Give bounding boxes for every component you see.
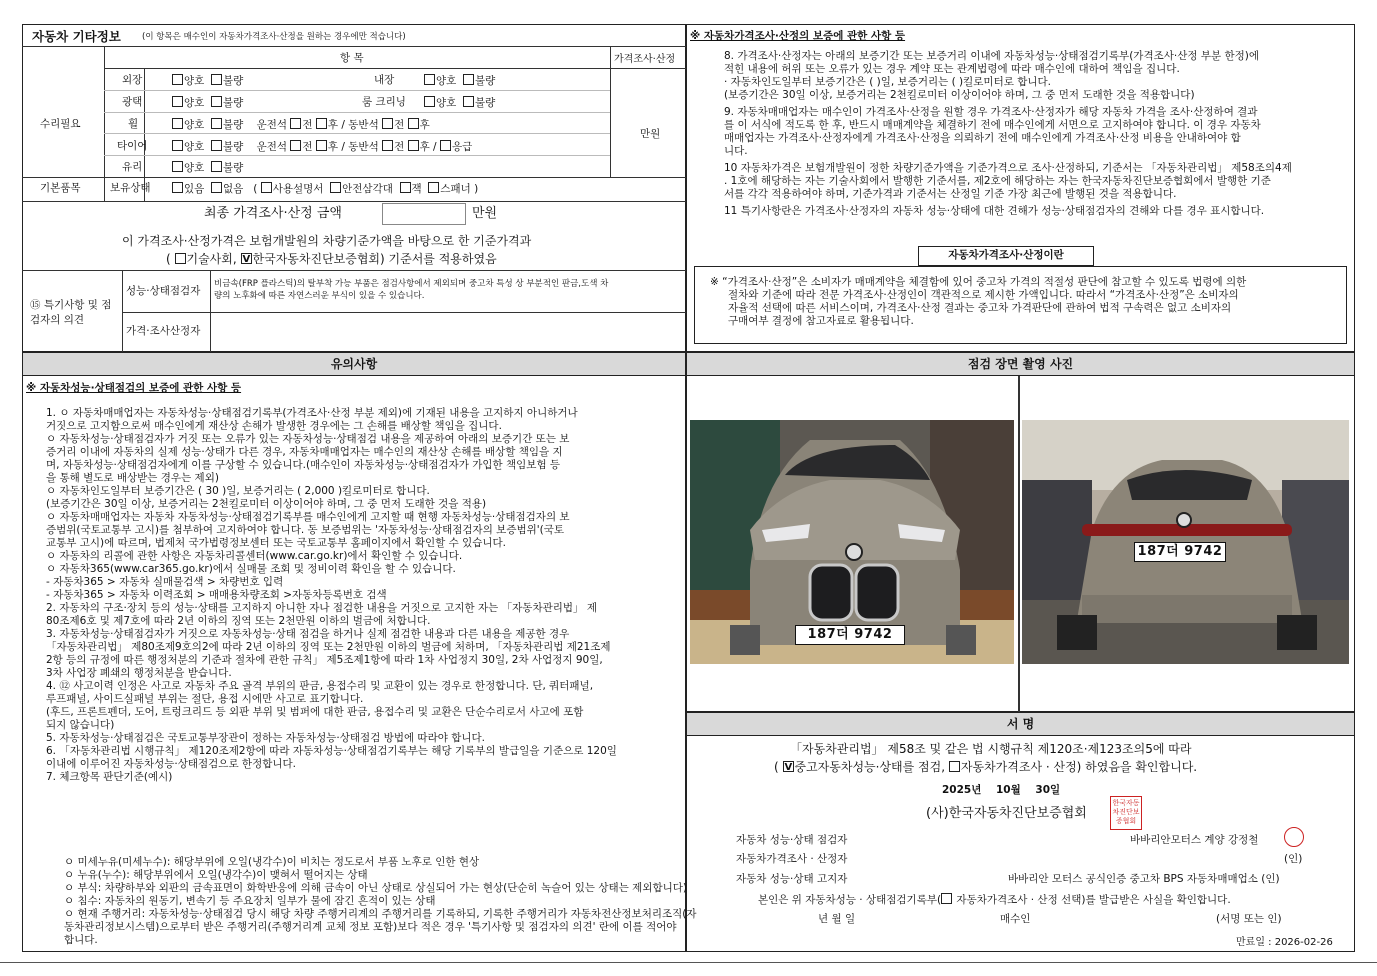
notes-line: - 자동차365 > 자동차 이력조회 > 매매용차량조회 >자동차등록번호 검색 — [46, 589, 387, 601]
glass-bad-checkbox[interactable] — [211, 161, 222, 172]
gloss-good-checkbox[interactable] — [172, 96, 183, 107]
price-item-line: (보증기간은 30일 이상, 보증거리는 2천킬로미터 이상이어야 하며, 그 중 먼저 도래한 것을 적용합니다) — [724, 89, 1195, 101]
price-item-line: 를 이 서식에 적도록 한 후, 반드시 매매계약을 체결하기 전에 매수인에게 서면으로 고지하여야 합니다. 이 경우 자동차 — [724, 119, 1261, 131]
spanner-checkbox[interactable] — [428, 182, 439, 193]
notes-list — [46, 407, 617, 784]
signature-law-line: 「자동차관리법」 제58조 및 같은 법 시행규칙 제120조·제123조의5에 따라 — [790, 742, 1192, 756]
basis-line-1: 이 가격조사·산정가격은 보험개발원의 차량기준가액을 바탕으로 한 기준가격과 — [122, 234, 532, 248]
jack-checkbox[interactable] — [400, 182, 411, 193]
definition-line: ※ “가격조사·산정”은 소비자가 매매계약을 체결함에 있어 중고차 가격의 적절성 판단에 참고할 수 있도록 법령에 의한 — [710, 276, 1247, 288]
price-item-line: 서를 각각 적용하여야 하며, 기준가격과 기준서는 산정일 기준 가장 최근에 발행된 것을 적용합니다. — [724, 188, 1177, 200]
buyer-sign-date: 년 월 일 — [818, 913, 856, 925]
criteria-line: 합니다. — [64, 934, 98, 946]
notes-line: 이내에 이루어진 자동차성능·상태점검으로 한정합니다. — [46, 758, 296, 770]
used-car-inspection-checkbox[interactable] — [783, 761, 794, 772]
notes-line: - 자동차365 > 자동차 실매물검색 > 차량번호 입력 — [46, 576, 284, 588]
price-definition-title: 자동차가격조사·산정이란 — [918, 246, 1094, 266]
basic-items-options: 있음 없음 ( 사용설명서 안전삼각대 잭 스패너 ) — [172, 182, 478, 196]
price-item-line: 8. 가격조사·산정자는 아래의 보증기간 또는 보증거리 이내에 자동차성능·상태점검기록부(가격조사·산정 부분 한정)에 — [724, 50, 1259, 62]
notes-subtitle: ※ 자동차성능·상태점검의 보증에 관한 사항 등 — [26, 382, 242, 394]
inspector-seal-icon — [1284, 827, 1304, 847]
wheel-passenger-rear-checkbox[interactable] — [408, 118, 419, 129]
special-remarks-label: ⑮ 특기사항 및 점검자의 의견 — [30, 299, 112, 326]
criteria-line: 동차관리정보시스템)으로부터 받은 주행거리(주행거리계 교체 정보 포함)보다 적은 경우 '특기사항 및 점검자의 의견' 란에 이를 적어야 — [64, 921, 677, 933]
glass-options: 양호 불량 — [172, 161, 243, 175]
signature-org: (사)한국자동차진단보증협회 — [926, 806, 1087, 821]
glass-good-checkbox[interactable] — [172, 161, 183, 172]
notes-line: 며, 자동차성능·상태점검자에게 이를 구상할 수 있습니다.(매수인이 자동차성능·상태점검자가 가입한 책임보험 등 — [46, 459, 561, 471]
basis-line-2: ( 기술사회, V 한국자동차진단보증협회) 기준서를 적용하였음 — [166, 252, 497, 267]
gloss-options: 양호 불량 — [172, 96, 243, 110]
definition-line: 절차와 기준에 따라 전문 가격조사·산정인이 객관적으로 제시한 가액입니다. 따라서 “가격조사·산정”은 소비자의 — [728, 289, 1239, 301]
criteria-line: ㅇ 침수: 자동차의 원동기, 변속기 등 주요장치 일부가 물에 잠긴 흔적이 있는 상태 — [64, 895, 436, 907]
basic-none-checkbox[interactable] — [211, 182, 222, 193]
criteria-line: ㅇ 미세누유(미세누수): 해당부위에 오일(냉각수)이 비치는 정도로서 부품 노후로 인한 현상 — [64, 856, 480, 868]
gloss-bad-checkbox[interactable] — [211, 96, 222, 107]
price-item-line: 11 특기사항란은 가격조사·산정자의 자동차 성능·상태에 대한 견해가 성능·상태점검자의 견해와 다를 경우 표시합니다. — [724, 205, 1265, 217]
association-seal: 한국자동차진단보증협회 — [1110, 796, 1142, 830]
notes-line: 증거리 이내에 자동차의 실제 성능·상태가 다른 경우, 자동차매매업자는 매수인의 재산상 손해를 배상할 책임을 지 — [46, 446, 563, 458]
notes-line: (보증기간은 30일 이상, 보증거리는 2천킬로미터 이상이어야 하며, 그 중 먼저 도래한 것을 적용) — [46, 498, 487, 510]
buyer-sign-placeholder: (서명 또는 인) — [1216, 913, 1282, 925]
tire-passenger-front-checkbox[interactable] — [382, 140, 393, 151]
photos-header: 점검 장면 촬영 사진 — [686, 352, 1355, 376]
price-assessment-checkbox[interactable] — [949, 761, 960, 772]
notes-line: ㅇ 자동차365(www.car365.go.kr)에서 실매물 조회 및 정비이력 확인을 할 수 있습니다. — [46, 563, 456, 575]
price-inspector-label: 가격·조사산정자 — [126, 325, 201, 337]
basis-kads-checkbox[interactable] — [241, 253, 252, 264]
notes-line: 5. 자동차성능·상태점검은 국토교통부장관이 정하는 자동차성능·상태점검 방법에 따라야 합니다. — [46, 732, 485, 744]
notes-line: ㅇ 자동차매매업자는 자동차 자동차성능·상태점검기록부를 매수인에게 고지할 때 현행 자동차성능·상태점검자의 보 — [46, 511, 570, 523]
final-amount-unit: 만원 — [472, 206, 498, 221]
wheel-bad-checkbox[interactable] — [211, 118, 222, 129]
tire-emergency-checkbox[interactable] — [440, 140, 451, 151]
notes-criteria-list — [64, 856, 697, 947]
price-item-line: 9. 자동차매매업자는 매수인이 가격조사·산정을 원할 경우 가격조사·산정자가 해당 자동차 가격을 조사·산정하여 결과 — [724, 106, 1258, 118]
notes-header: 유의사항 — [22, 352, 686, 376]
exterior-good-checkbox[interactable] — [172, 74, 183, 85]
wheel-driver-front-checkbox[interactable] — [290, 118, 301, 129]
basic-items-label: 기본품목 — [40, 182, 81, 194]
col-item-header: 항 목 — [340, 52, 364, 64]
price-guarantee-items — [724, 50, 1292, 218]
criteria-line: ㅇ 현재 주행거리: 자동차성능·상태점검 당시 해당 차량 주행거리계의 주행거리를 기록하되, 기록한 주행거리가 자동차전산정보처리조직(자 — [64, 908, 697, 920]
notes-line: 되지 않습니다) — [46, 719, 115, 731]
other-info-title: 자동차 기타정보 — [32, 29, 121, 44]
definition-line: 구매여부 결정에 참고자료로 활용됩니다. — [728, 315, 914, 327]
buyer-confirm-line: 본인은 위 자동차성능 · 상태점검기록부( 자동차가격조사 · 산정 선택)를 발급받은 사실을 확인합니다. — [758, 894, 1231, 906]
row-gloss-label: 광택 — [122, 96, 143, 108]
row-room-cleaning-label: 룸 크리닝 — [362, 96, 406, 108]
rear-license-plate: 187더 9742 — [1134, 542, 1226, 562]
exterior-options: 양호 불량 — [172, 74, 243, 88]
interior-good-checkbox[interactable] — [424, 74, 435, 85]
exterior-bad-checkbox[interactable] — [211, 74, 222, 85]
rear-photo — [1022, 420, 1349, 664]
basis-tech-checkbox[interactable] — [175, 253, 186, 264]
price-item-line: . 1호에 해당하는 자는 기술사회에서 발행한 기준서를, 제2호에 해당하는 자는 한국자동차진단보증협회에서 발행한 기준 — [724, 175, 1271, 187]
notifier-sign-value: 바바리안 모터스 공식인증 중고차 BPS 자동차매매업소 (인) — [1008, 873, 1280, 885]
row-glass-label: 유리 — [122, 161, 143, 173]
wheel-good-checkbox[interactable] — [172, 118, 183, 129]
price-assessor-sign-value: (인) — [1284, 853, 1303, 865]
notes-line: 3. 자동차성능·상태점검자가 거짓으로 자동차성능·상태 점검을 하거나 실제 점검한 내용과 다른 내용을 제공한 경우 — [46, 628, 570, 640]
notes-line: 4. ⑫ 사고이력 인정은 사고로 자동차 주요 골격 부위의 판금, 용접수리 및 교환이 있는 경우로 한정합니다. 단, 쿼터패널, — [46, 680, 594, 692]
price-assessor-sign-label: 자동차가격조사 · 산정자 — [736, 853, 848, 865]
front-photo — [690, 420, 1014, 664]
inspector-remark-2: 량의 노후화에 따른 자연스러운 부식이 있을 수 있습니다. — [214, 291, 425, 301]
notes-line: 증범위(국토교통부 고시)를 첨부하여 고지하여야 합니다. 동 보증범위는 '자동차성능·상태점검자의 보증범위'(국토 — [46, 524, 565, 536]
notes-line: 2. 자동차의 구조·장치 등의 성능·상태를 고지하지 아니한 자나 점검한 내용을 거짓으로 고지한 자는 「자동차관리법」 제 — [46, 602, 597, 614]
wheel-driver-rear-checkbox[interactable] — [316, 118, 327, 129]
notes-line: 7. 체크항목 판단기준(예시) — [46, 771, 173, 783]
interior-options: 양호 불량 — [424, 74, 495, 88]
row-wheel-label: 휠 — [128, 118, 139, 130]
col-price-header: 가격조사·산정 — [614, 54, 676, 65]
front-license-plate: 187더 9742 — [795, 625, 905, 645]
final-amount-label: 최종 가격조사·산정 금액 — [204, 206, 342, 221]
criteria-line: ㅇ 누유(누수): 해당부위에서 오일(냉각수)이 맺혀서 떨어지는 상태 — [64, 869, 368, 881]
signature-check-line: ( V중고자동차성능·상태를 점검, 자동차가격조사 · 산정) 하였음을 확인합니다. — [774, 760, 1197, 775]
notifier-sign-label: 자동차 성능·상태 고지자 — [736, 873, 848, 885]
possession-label: 보유상태 — [110, 182, 151, 194]
room-cleaning-options: 양호 불량 — [424, 96, 495, 110]
inspector-sign-label: 자동차 성능·상태 점검자 — [736, 834, 848, 846]
basic-have-checkbox[interactable] — [172, 182, 183, 193]
room-cleaning-good-checkbox[interactable] — [424, 96, 435, 107]
notes-line: ㅇ 자동차의 리콜에 관한 사항은 자동차리콜센터(www.car.go.kr)에서 확인할 수 있습니다. — [46, 550, 463, 562]
notes-line: 80조제6호 및 제7호에 따라 2년 이하의 징역 또는 2천만원 이하의 벌금에 처합니다. — [46, 615, 431, 627]
tire-driver-rear-checkbox[interactable] — [316, 140, 327, 151]
inspector-label: 성능·상태점검자 — [126, 285, 201, 297]
row-exterior-label: 외장 — [122, 74, 143, 86]
inspector-remark-1: 비금속(FRP 플라스틱)의 탈부착 가능 부품은 점검사항에서 제외되며 중고차 특성 상 부분적인 판금,도색 차 — [214, 279, 609, 289]
tire-options: 양호 불량 운전석 전 후 / 동반석 전 후 / 응급 — [172, 140, 472, 154]
notes-line: 2항 등의 규정에 따른 행정처분의 기준과 절차에 관한 규칙」 제5조제1항에 따라 1차 사업정지 30일, 2차 사업정지 90일, — [46, 654, 603, 666]
notes-line: 「자동차관리법」 제80조제9호의2에 따라 2년 이하의 징역 또는 2천만원 이하의 벌금에 처하며, 「자동차관리법 제21조제 — [46, 641, 611, 653]
notes-line: (후드, 프론트펜더, 도어, 트렁크리드 등 외판 부위 및 범퍼에 대한 판금, 용접수리 및 교환은 단순수리로서 사고에 포함 — [46, 706, 584, 718]
price-item-line: 니다. — [724, 145, 748, 157]
price-item-line: · 자동차인도일부터 보증기간은 ( )일, 보증거리는 ( )킬로미터로 합니다. — [724, 76, 1051, 88]
buyer-label: 매수인 — [1000, 913, 1031, 925]
notes-line: 교통부 고시)에 따르며, 법제처 국가법령정보센터 또는 국토교통부 홈페이지에서 확인할 수 있습니다. — [46, 537, 507, 549]
manual-checkbox[interactable] — [261, 182, 272, 193]
final-amount-input[interactable] — [382, 203, 466, 225]
wheel-options: 양호 불량 운전석 전 후 / 동반석 전 후 — [172, 118, 430, 132]
notes-line: ㅇ 자동차인도일부터 보증기간은 ( 30 )일, 보증거리는 ( 2,000 )킬로미터로 합니다. — [46, 485, 430, 497]
notes-line: 루프패널, 사이드실패널 부위는 절단, 용접 시에만 사고로 표기합니다. — [46, 693, 364, 705]
buyer-price-checkbox[interactable] — [941, 893, 952, 904]
notes-line: 을 통해 별도로 배상받는 경우는 제외) — [46, 472, 219, 484]
tire-driver-front-checkbox[interactable] — [290, 140, 301, 151]
price-unit: 만원 — [640, 128, 661, 140]
price-guarantee-title: ※ 자동차가격조사·산정의 보증에 관한 사항 등 — [690, 30, 906, 42]
room-cleaning-bad-checkbox[interactable] — [463, 96, 474, 107]
row-interior-label: 내장 — [374, 74, 395, 86]
price-item-line: 10 자동차가격은 보험개발원이 정한 차량기준가액을 기준가격으로 조사·산정하되, 기준서는 「자동차관리법」 제58조의4제 — [724, 162, 1292, 174]
signature-header: 서 명 — [686, 712, 1355, 736]
expiry-date: 만료일 : 2026-02-26 — [1236, 937, 1333, 948]
other-info-note: (이 항목은 매수인이 자동차가격조사·산정을 원하는 경우에만 적습니다) — [142, 32, 406, 42]
criteria-line: ㅇ 부식: 차량하부와 외판의 금속표면이 화학반응에 의해 금속이 아닌 상태로 상실되어 가는 현상(단순히 녹슬어 있는 상태는 제외합니다) — [64, 882, 687, 894]
definition-line: 자율적 선택에 따른 서비스이며, 가격조사·산정 결과는 중고차 가격판단에 관하여 법적 구속력은 없고 소비자의 — [728, 302, 1232, 314]
price-item-line: 매매업자는 가격조사·산정자에게 가격조사·산정을 의뢰하기 전에 매수인에게 가격조사·산정 비용을 안내하여야 합 — [724, 132, 1241, 144]
signature-date: 2025년 10월 30일 — [942, 784, 1061, 796]
interior-bad-checkbox[interactable] — [463, 74, 474, 85]
price-item-line: 적힌 내용에 허위 또는 오류가 있는 경우 계약 또는 관계법령에 따라 매수인에 대하여 책임을 집니다. — [724, 63, 1180, 75]
notes-line: ㅇ 자동차성능·상태점검자가 거짓 또는 오류가 있는 자동차성능·상태점검 내용을 제공하여 아래의 보증기간 또는 보 — [46, 433, 570, 445]
wheel-passenger-front-checkbox[interactable] — [382, 118, 393, 129]
price-definition-text — [710, 276, 1246, 328]
repair-needed-label: 수리필요 — [40, 118, 81, 130]
notes-line: 1. ㅇ 자동차매매업자는 자동차성능·상태점검기록부(가격조사·산정 부분 제외)에 기재된 내용을 고지하지 아니하거나 — [46, 407, 578, 419]
tire-bad-checkbox[interactable] — [211, 140, 222, 151]
inspector-sign-value: 바바리안모터스 계양 강정철 — [1130, 834, 1259, 846]
tire-passenger-rear-checkbox[interactable] — [408, 140, 419, 151]
notes-line: 6. 「자동차관리법 시행규칙」 제120조제2항에 따라 자동차성능·상태점검기록부는 해당 기록부의 발급일을 기준으로 120일 — [46, 745, 617, 757]
row-tire-label: 타이어 — [117, 140, 148, 152]
triangle-checkbox[interactable] — [330, 182, 341, 193]
notes-line: 거짓으로 고지함으로써 매수인에게 재산상 손해가 발생한 경우에는 그 손해를 배상할 책임을 집니다. — [46, 420, 502, 432]
notes-line: 3차 사업장 폐쇄의 행정처분을 받습니다. — [46, 667, 232, 679]
tire-good-checkbox[interactable] — [172, 140, 183, 151]
